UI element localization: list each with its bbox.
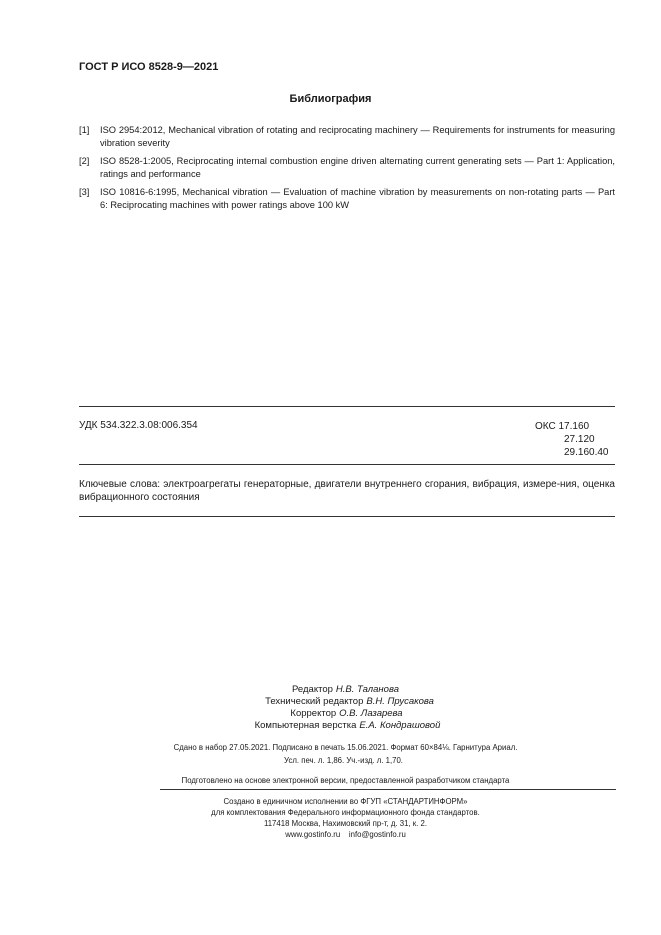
bibliography-ref: [79, 124, 615, 150]
ref-text: ISO 2954:2012, Mechanical vibration of rotating and reciprocating machinery — Requirements for instruments for measuring vibration severity: [100, 125, 615, 148]
publisher-line: для комплектования Федерального информационного фонда стандартов.: [211, 808, 480, 817]
keywords: Ключевые слова: электроагрегаты генераторные, двигатели внутреннего сгорания, вибрация, измере-ния, оценка вибрационного состояния: [79, 479, 615, 503]
ref-number: [1]: [79, 125, 90, 135]
staff-row: [0, 696, 661, 708]
oks-codes: [535, 420, 609, 459]
bibliography-ref: [79, 155, 615, 181]
staff-role: Компьютерная верстка: [254, 720, 357, 731]
publisher-contacts: www.gostinfo.ru info@gostinfo.ru: [285, 830, 406, 839]
staff-name: О.В. Лазарева: [339, 708, 403, 719]
oks-code: 27.120: [564, 434, 595, 445]
ref-number: [2]: [79, 156, 90, 166]
staff-name: Н.В. Таланова: [335, 684, 399, 695]
standard-code: ГОСТ Р ИСО 8528-9—2021: [79, 61, 219, 73]
staff-credits: [0, 684, 661, 732]
publisher-divider: [160, 789, 616, 790]
publisher-line: Создано в единичном исполнении во ФГУП «СТАНДАРТИНФОРМ»: [223, 797, 468, 806]
ref-number: [3]: [79, 187, 90, 197]
staff-row: [0, 708, 661, 720]
oks-label: ОКС: [535, 421, 556, 432]
udk-code: УДК 534.322.3.08:006.354: [79, 420, 198, 431]
ref-text: ISO 10816-6:1995, Mechanical vibration — Evaluation of machine vibration by measurements on non-rotating parts — Part 6: Reciprocating machines with power ratings above 100 kW: [100, 187, 615, 210]
divider-top: [79, 406, 615, 407]
staff-role: Технический редактор: [265, 696, 364, 707]
imprint-line: Подготовлено на основе электронной версии, предоставленной разработчиком стандарта: [181, 776, 510, 785]
publisher-line: 117418 Москва, Нахимовский пр-т, д. 31, к. 2.: [263, 819, 428, 828]
bibliography-title: Библиография: [289, 93, 372, 105]
ref-text: ISO 8528-1:2005, Reciprocating internal combustion engine driven alternating current generating sets — Part 1: Application, ratings and performance: [100, 156, 615, 179]
oks-code: 17.160: [558, 421, 590, 432]
staff-row: [0, 684, 661, 696]
staff-row: [0, 720, 661, 732]
oks-code: 29.160.40: [564, 447, 609, 458]
divider-bottom: [79, 516, 615, 517]
bibliography-ref: [79, 186, 615, 212]
divider-middle: [79, 464, 615, 465]
staff-name: Е.А. Кондрашовой: [359, 720, 441, 731]
imprint-line: Сдано в набор 27.05.2021. Подписано в печать 15.06.2021. Формат 60×84⅛. Гарнитура Ариал.: [173, 743, 518, 752]
staff-role: Корректор: [290, 708, 337, 719]
staff-role: Редактор: [292, 684, 333, 695]
staff-name: В.Н. Прусакова: [366, 696, 434, 707]
imprint-line: Усл. печ. л. 1,86. Уч.-изд. л. 1,70.: [284, 756, 403, 765]
